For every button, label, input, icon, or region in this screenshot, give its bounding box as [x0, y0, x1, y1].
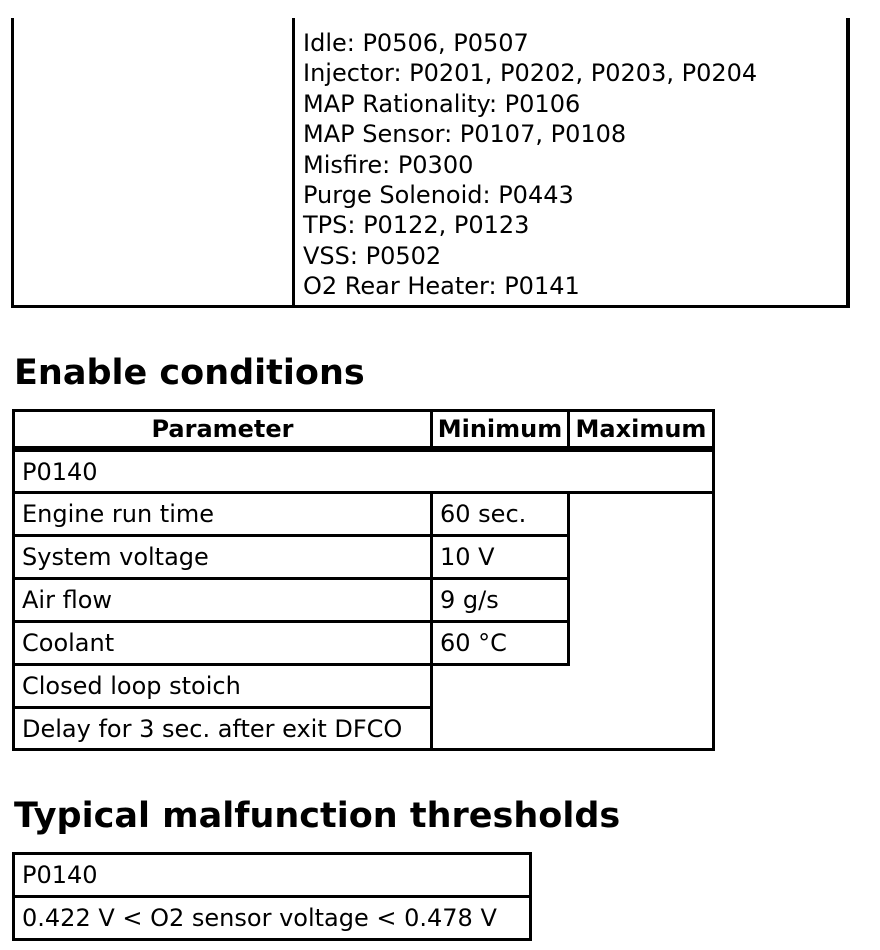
table-row-minimum: 9 g/s — [430, 577, 570, 623]
header-minimum: Minimum — [430, 409, 570, 449]
enable-conditions-heading: Enable conditions — [14, 353, 365, 393]
dependency-item: Idle: P0506, P0507 — [303, 29, 529, 57]
table-left-border — [11, 18, 14, 308]
table-right-border — [846, 18, 850, 308]
header-parameter: Parameter — [12, 409, 433, 449]
table-column-divider — [292, 18, 295, 308]
dependency-item: Misfire: P0300 — [303, 150, 474, 179]
table-row-minimum: 60 sec. — [430, 491, 570, 537]
table-row-parameter: Coolant — [12, 620, 433, 666]
dependency-item: VSS: P0502 — [303, 241, 442, 270]
malfunction-thresholds-heading: Typical malfunction thresholds — [14, 796, 621, 836]
dependency-item: MAP Rationality: P0106 — [303, 89, 581, 118]
dependency-item: O2 Rear Heater: P0141 — [303, 272, 580, 301]
dependency-item: Injector: P0201, P0202, P0203, P0204 — [303, 59, 758, 88]
threshold-group-code: P0140 — [12, 852, 532, 898]
threshold-condition: 0.422 V < O2 sensor voltage < 0.478 V — [12, 895, 532, 941]
dependency-list — [303, 28, 757, 302]
table-row-minimum: 60 °C — [430, 620, 570, 666]
table-row-parameter: System voltage — [12, 534, 433, 580]
dependency-item: TPS: P0122, P0123 — [303, 211, 530, 240]
dependency-item: Purge Solenoid: P0443 — [303, 181, 574, 210]
table-bottom-border — [11, 305, 850, 308]
table-row-parameter: Engine run time — [12, 491, 433, 537]
table-row-minimum: 10 V — [430, 534, 570, 580]
dependency-item: MAP Sensor: P0107, P0108 — [303, 120, 627, 149]
header-maximum: Maximum — [567, 409, 715, 449]
table-row-parameter: Delay for 3 sec. after exit DFCO — [12, 706, 433, 751]
group-row-code: P0140 — [12, 449, 715, 494]
table-row-parameter: Air flow — [12, 577, 433, 623]
table-row-parameter: Closed loop stoich — [12, 663, 433, 709]
